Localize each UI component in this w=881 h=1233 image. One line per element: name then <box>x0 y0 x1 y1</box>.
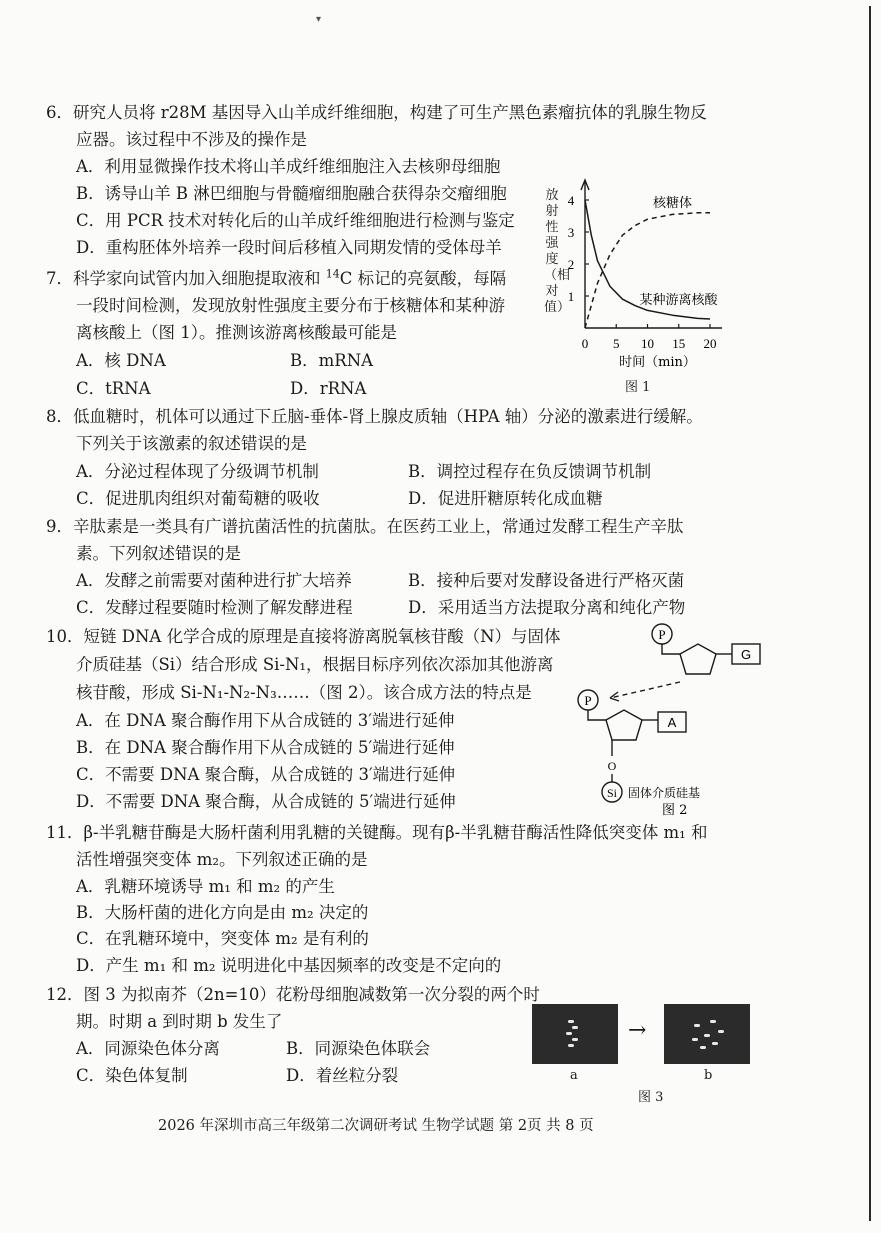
q12-stem-line1: 12．图 3 为拟南芥（2n=10）花粉母细胞减数第一次分裂的两个时 <box>46 985 540 1004</box>
q7-stem-line1 <box>46 266 506 292</box>
q7-stem-part2: C 标记的亮氨酸，每隔 <box>339 269 507 288</box>
q7-option-c: C．tRNA <box>76 379 151 398</box>
q11-option-b: B．大肠杆菌的进化方向是由 m₂ 决定的 <box>76 903 369 922</box>
q10-stem-line1: 10．短链 DNA 化学合成的原理是直接将游离脱氧核苷酸（N）与固体 <box>46 627 561 646</box>
q7-isotope-sup: 14 <box>325 267 340 281</box>
fig3-b-chromosome <box>694 1024 700 1027</box>
fig1-chart <box>540 178 750 398</box>
fig3-a-chromosome <box>566 1032 572 1035</box>
q12-option-b: B．同源染色体联会 <box>286 1039 431 1058</box>
q9-option-b: B．接种后要对发酵设备进行严格灭菌 <box>408 571 685 590</box>
fig3-image-b <box>664 1004 750 1064</box>
fig1-x-tick-label: 5 <box>613 336 620 351</box>
scan-edge <box>869 6 871 1221</box>
q8-stem-line1: 8．低血糖时，机体可以通过下丘脑-垂体-肾上腺皮质轴（HPA 轴）分泌的激素进行缓解。 <box>46 407 703 426</box>
fig1-y-tick-label: 2 <box>567 257 575 272</box>
q12-option-c: C．染色体复制 <box>76 1066 188 1085</box>
q8-option-b: B．调控过程存在负反馈调节机制 <box>408 462 652 481</box>
page-footer: 2026 年深圳市高三年级第二次调研考试 生物学试题 第 2页 共 8 页 <box>158 1118 594 1134</box>
q7-option-b: B．mRNA <box>290 351 374 370</box>
fig1-x-tick-label: 20 <box>703 336 717 351</box>
fig3-a-chromosome <box>568 1044 574 1047</box>
q10-option-c: C．不需要 DNA 聚合酶，从合成链的 3′端进行延伸 <box>76 765 456 784</box>
fig1-series-label-free-nucleic-acid: 某种游离核酸 <box>639 293 718 308</box>
q6-stem-line2: 应器。该过程中不涉及的操作是 <box>76 130 307 149</box>
fig2-diagram <box>570 620 780 820</box>
q6-option-c: C．用 PCR 技术对转化后的山羊成纤维细胞进行检测与鉴定 <box>76 211 515 230</box>
fig3-arrow: → <box>628 1018 647 1043</box>
fig1-x-tick-label: 0 <box>581 336 589 351</box>
fig1-ylabel: 放射性强度（相对值） <box>544 188 571 315</box>
fig1-series-label-ribosome: 核糖体 <box>652 196 693 212</box>
q10-stem-line3: 核苷酸，形成 Si-N₁-N₂-N₃……（图 2）。该合成方法的特点是 <box>76 683 532 702</box>
q11-option-c: C．在乳糖环境中，突变体 m₂ 是有利的 <box>76 929 369 948</box>
q7-stem-line3: 离核酸上（图 1）。推测该游离核酸最可能是 <box>76 323 397 342</box>
q10-option-b: B．在 DNA 聚合酶作用下从合成链的 5′端进行延伸 <box>76 738 455 757</box>
q11-option-d: D．产生 m₁ 和 m₂ 说明进化中基因频率的改变是不定向的 <box>76 956 502 975</box>
q10-option-a: A．在 DNA 聚合酶作用下从合成链的 3′端进行延伸 <box>76 711 455 730</box>
fig1-caption: 图 1 <box>625 380 651 395</box>
fig3-a-chromosome <box>568 1020 574 1023</box>
q11-stem-line2: 活性增强突变体 m₂。下列叙述正确的是 <box>76 850 368 869</box>
q12-option-a: A．同源染色体分离 <box>76 1039 220 1058</box>
fig2-base-g-label: G <box>740 647 752 662</box>
fig2-oxygen-label: O <box>607 759 617 773</box>
q9-stem-line2: 素。下列叙述错误的是 <box>76 544 241 563</box>
fig2-si-label: Si <box>606 786 618 800</box>
q11-stem-line1: 11．β-半乳糖苷酶是大肠杆菌利用乳糖的关键酶。现有β-半乳糖苷酶活性降低突变体 m₁ 和 <box>46 823 708 842</box>
fig3-a-chromosome <box>572 1026 578 1029</box>
fig3-image-a <box>532 1004 618 1064</box>
fig2-bottom-bond <box>588 710 606 720</box>
fig3-b-chromosome <box>692 1038 698 1041</box>
fig1-x-label: 时间（min） <box>619 355 696 370</box>
fig2-base-a-label: A <box>667 715 677 730</box>
fig2-dashed-arrow <box>610 682 680 698</box>
fig2-caption: 图 2 <box>662 803 688 818</box>
fig2-top-bond <box>662 644 680 654</box>
q9-option-a: A．发酵之前需要对菌种进行扩大培养 <box>76 571 352 590</box>
fig1-y-tick-label: 1 <box>567 289 575 304</box>
q12-option-d: D．着丝粒分裂 <box>286 1066 399 1085</box>
q6-stem-line1: 6．研究人员将 r28M 基因导入山羊成纤维细胞，构建了可生产黑色素瘤抗体的乳腺生物反 <box>46 103 707 122</box>
q12-stem-line2: 期。时期 a 到时期 b 发生了 <box>76 1012 283 1031</box>
fig3-micrographs <box>532 1004 752 1114</box>
fig2-phosphate-top-label: P <box>658 627 666 642</box>
fig3-a-chromosome <box>572 1038 578 1041</box>
fig3-b-chromosome <box>710 1020 716 1023</box>
fig2-bottom-sugar <box>606 710 642 740</box>
q11-option-a: A．乳糖环境诱导 m₁ 和 m₂ 的产生 <box>76 877 335 896</box>
q9-option-c: C．发酵过程要随时检测了解发酵进程 <box>76 598 353 617</box>
q6-option-b: B．诱导山羊 B 淋巴细胞与骨髓瘤细胞融合获得杂交瘤细胞 <box>76 184 507 203</box>
scan-mark: ▾ <box>316 14 322 25</box>
q10-stem-line2: 介质硅基（Si）结合形成 Si-N₁，根据目标序列依次添加其他游离 <box>76 655 554 674</box>
q6-option-d: D．重构胚体外培养一段时间后移植入同期发情的受体母羊 <box>76 238 502 257</box>
q7-option-a: A．核 DNA <box>76 351 166 370</box>
q8-option-c: C．促进肌肉组织对葡萄糖的吸收 <box>76 489 320 508</box>
fig1-y-tick-label: 3 <box>567 225 575 240</box>
fig3-b-chromosome <box>704 1034 710 1037</box>
q7-stem-line2: 一段时间检测，发现放射性强度主要分布于核糖体和某种游 <box>76 296 505 315</box>
fig3-b-chromosome <box>712 1042 718 1045</box>
fig2-si-caption: 固体介质硅基 <box>628 786 701 800</box>
fig3-b-chromosome <box>718 1030 724 1033</box>
fig2-top-sugar <box>680 644 716 674</box>
fig3-caption: 图 3 <box>638 1090 664 1105</box>
q9-option-d: D．采用适当方法提取分离和纯化产物 <box>408 598 686 617</box>
q9-stem-line1: 9．辛肽素是一类具有广谱抗菌活性的抗菌肽。在医药工业上，常通过发酵工程生产辛肽 <box>46 517 684 536</box>
q7-stem-part1: 7．科学家向试管内加入细胞提取液和 <box>46 269 326 288</box>
fig3-b-chromosome <box>700 1046 706 1049</box>
q8-option-a: A．分泌过程体现了分级调节机制 <box>76 462 319 481</box>
q8-option-d: D．促进肝糖原转化成血糖 <box>408 489 603 508</box>
fig2-phosphate-bottom-label: P <box>584 693 592 708</box>
q6-option-a: A．利用显微操作技术将山羊成纤维细胞注入去核卵母细胞 <box>76 157 501 176</box>
q10-option-d: D．不需要 DNA 聚合酶，从合成链的 5′端进行延伸 <box>76 792 456 811</box>
q7-option-d: D．rRNA <box>290 379 367 398</box>
q8-stem-line2: 下列关于该激素的叙述错误的是 <box>76 434 307 453</box>
fig3-label-b: b <box>704 1068 713 1083</box>
fig1-y-tick-label: 4 <box>567 193 575 208</box>
fig1-x-tick-label: 10 <box>641 336 654 351</box>
fig1-x-tick-label: 15 <box>672 336 686 351</box>
fig3-label-a: a <box>570 1068 578 1083</box>
